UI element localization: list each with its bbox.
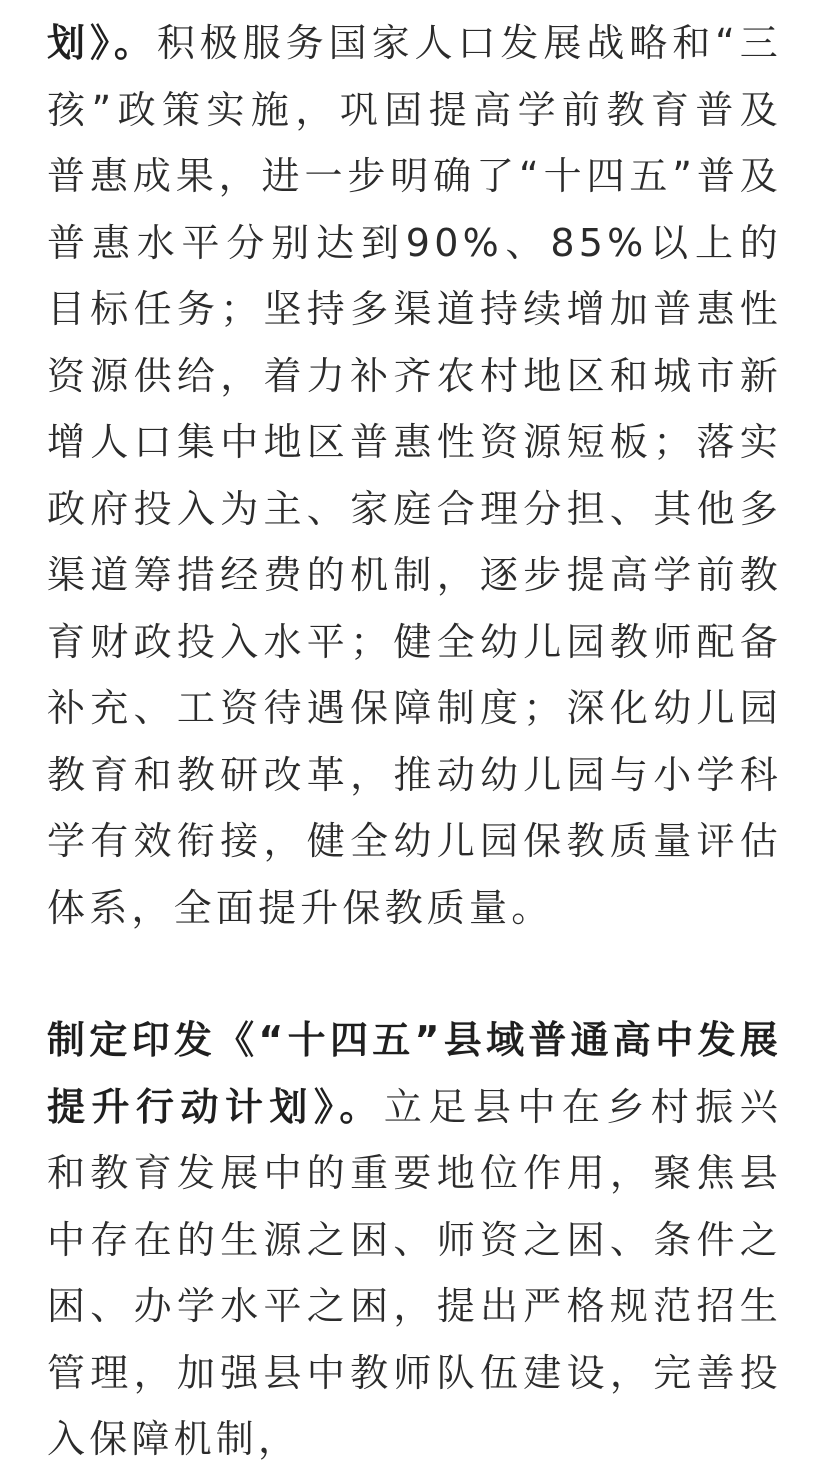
paragraph-heading: 划》。 xyxy=(47,21,157,65)
paragraph-county-high-school-plan xyxy=(47,1007,782,1473)
paragraph-text: 积极服务国家人口发展战略和“三孩”政策实施，巩固提高学前教育普及普惠成果，进一步明确了“十四五”普及普惠水平分别达到90%、85%以上的目标任务；坚持多渠道持续增加普惠性资源供给，着力补齐农村地区和城市新增人口集中地区普惠性资源短板；落实政府投入为主、家庭合理分担、其他多渠道筹措经费的机制，逐步提高学前教育财政投入水平；健全幼儿园教师配备补充、工资待遇保障制度；深化幼儿园教育和教研改革，推动幼儿园与小学科学有效衔接，健全幼儿园保教质量评估体系，全面提升保教质量。 xyxy=(47,21,782,930)
paragraph-preschool-plan xyxy=(47,10,782,941)
article-body xyxy=(47,10,782,1473)
paragraph-text: 立足县中在乡村振兴和教育发展中的重要地位作用，聚焦县中存在的生源之困、师资之困、条件之困、办学水平之困，提出严格规范招生管理，加强县中教师队伍建设，完善投入保障机制， xyxy=(47,1084,782,1461)
paragraph-heading: 制定印发《“十四五”县域普通高中发展提升行动计划》。 xyxy=(47,1018,782,1129)
